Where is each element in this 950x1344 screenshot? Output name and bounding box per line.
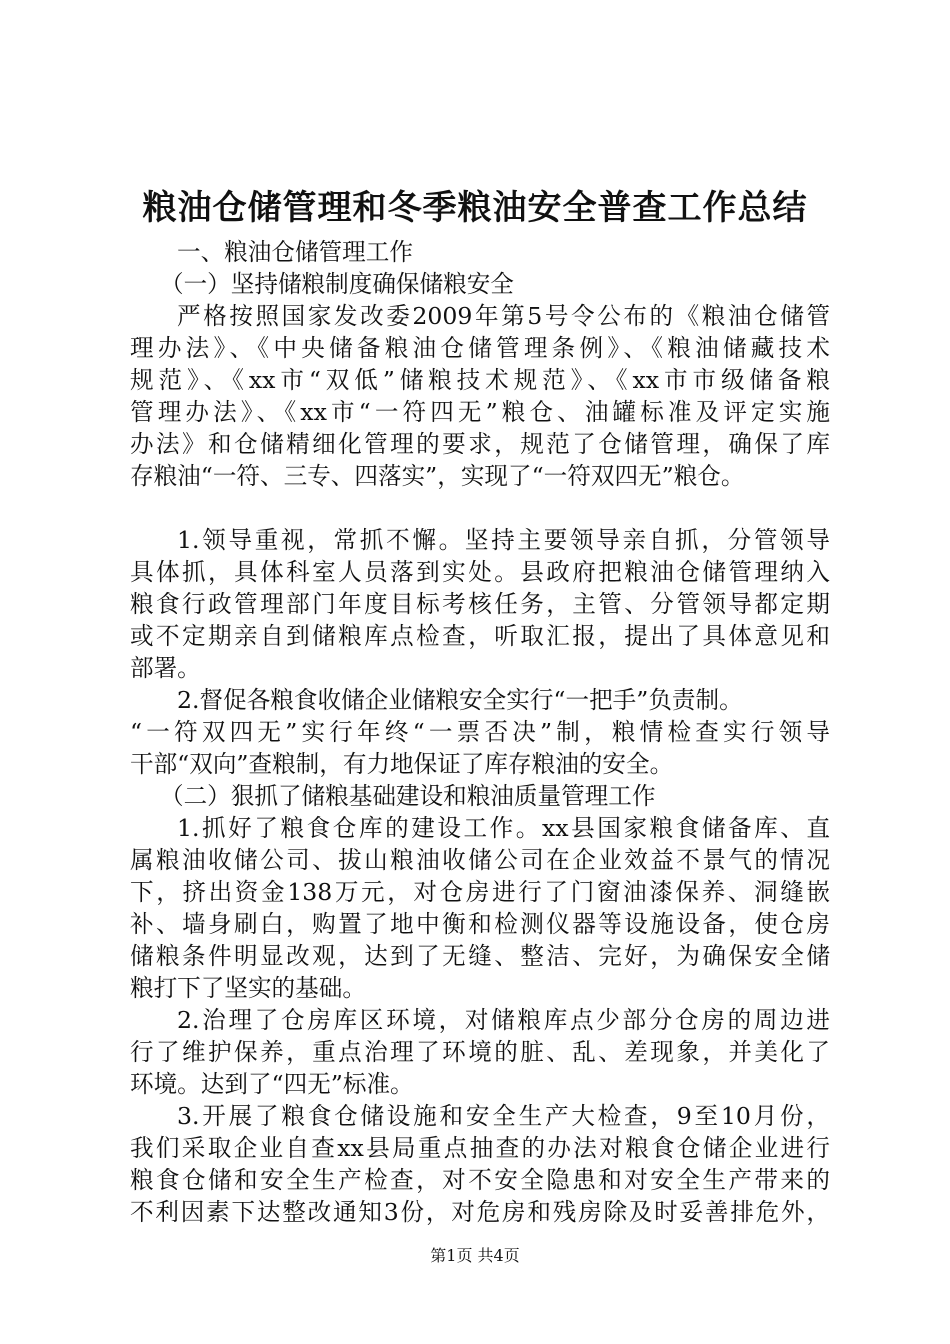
document-body	[130, 236, 830, 1228]
paragraph-line: 办法》和仓储精细化管理的要求，规范了仓储管理，确保了库	[130, 430, 830, 458]
paragraph-line: 3.开展了粮食仓储设施和安全生产大检查，9至10月份，	[177, 1102, 830, 1130]
paragraph-line: 粮打下了坚实的基础。	[130, 974, 366, 1002]
paragraph-line: 属粮油收储公司、拔山粮油收储公司在企业效益不景气的情况	[130, 846, 830, 874]
page-footer: 第1页 共4页	[430, 1246, 520, 1265]
paragraph-line: 2.督促各粮食收储企业储粮安全实行“一把手”负责制。	[177, 686, 743, 714]
paragraph-line: 或不定期亲自到储粮库点检查，听取汇报，提出了具体意见和	[130, 622, 830, 650]
subsection-heading: （二）狠抓了储粮基础建设和粮油质量管理工作	[160, 782, 656, 810]
paragraph-line: 环境。达到了“四无”标准。	[130, 1070, 414, 1098]
paragraph-line: 储粮条件明显改观，达到了无缝、整洁、完好，为确保安全储	[130, 942, 830, 970]
paragraph-line: 行了维护保养，重点治理了环境的脏、乱、差现象，并美化了	[130, 1038, 830, 1066]
paragraph-line: 具体抓，具体科室人员落到实处。县政府把粮油仓储管理纳入	[130, 558, 830, 586]
paragraph-line: “一符双四无”实行年终“一票否决”制，粮情检查实行领导	[130, 718, 830, 746]
paragraph-line: 存粮油“一符、三专、四落实”，实现了“一符双四无”粮仓。	[130, 462, 745, 490]
paragraph-line: 干部“双向”查粮制，有力地保证了库存粮油的安全。	[130, 750, 674, 778]
paragraph-line: 粮食行政管理部门年度目标考核任务，主管、分管领导都定期	[130, 590, 830, 618]
subsection-heading: （一）坚持储粮制度确保储粮安全	[160, 270, 514, 298]
paragraph-line: 管理办法》、《xx市“一符四无”粮仓、油罐标准及评定实施	[130, 398, 830, 426]
paragraph-line: 补、墙身刷白，购置了地中衡和检测仪器等设施设备，使仓房	[130, 910, 830, 938]
paragraph-line: 理办法》、《中央储备粮油仓储管理条例》、《粮油储藏技术	[130, 334, 830, 362]
document-title: 粮油仓储管理和冬季粮油安全普查工作总结	[142, 188, 808, 228]
paragraph-line: 部署。	[130, 654, 201, 682]
paragraph-line: 我们采取企业自查xx县局重点抽查的办法对粮食仓储企业进行	[130, 1134, 830, 1162]
paragraph-line: 不利因素下达整改通知3份，对危房和残房除及时妥善排危外，	[130, 1198, 830, 1226]
paragraph-spacer	[130, 492, 830, 524]
paragraph-line: 2.治理了仓房库区环境，对储粮库点少部分仓房的周边进	[177, 1006, 830, 1034]
paragraph-line: 下，挤出资金138万元，对仓房进行了门窗油漆保养、洞缝嵌	[130, 878, 830, 906]
paragraph-line: 严格按照国家发改委2009年第5号令公布的《粮油仓储管	[177, 302, 830, 330]
section-heading: 一、粮油仓储管理工作	[177, 238, 413, 266]
paragraph-line: 1.领导重视，常抓不懈。坚持主要领导亲自抓，分管领导	[177, 526, 830, 554]
paragraph-line: 规范》、《xx市“双低”储粮技术规范》、《xx市市级储备粮	[130, 366, 830, 394]
paragraph-line: 1.抓好了粮食仓库的建设工作。xx县国家粮食储备库、直	[177, 814, 830, 842]
paragraph-line: 粮食仓储和安全生产检查，对不安全隐患和对安全生产带来的	[130, 1166, 830, 1194]
